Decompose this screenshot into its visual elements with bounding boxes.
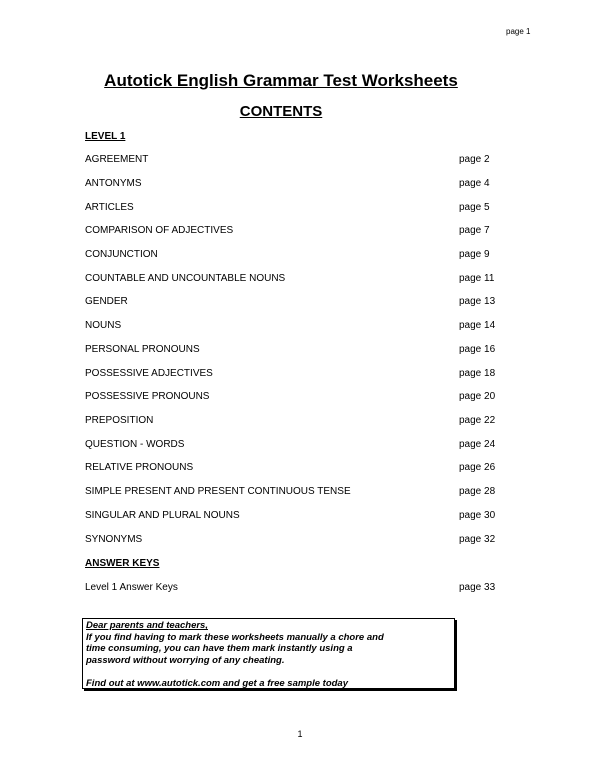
toc-row[interactable] xyxy=(85,249,505,263)
toc-row[interactable] xyxy=(85,439,505,453)
toc-row[interactable] xyxy=(85,344,505,358)
toc-entry-page: page 22 xyxy=(459,415,496,426)
toc-entry-page: page 33 xyxy=(459,582,496,593)
toc-entry-name: AGREEMENT xyxy=(85,154,149,165)
toc-entry-name: SYNONYMS xyxy=(85,534,143,545)
toc-row[interactable] xyxy=(85,202,505,216)
toc-entry-name: PERSONAL PRONOUNS xyxy=(85,344,200,355)
toc-entry-name: Level 1 Answer Keys xyxy=(85,582,178,593)
notice-line: password without worrying of any cheating. xyxy=(86,654,285,666)
toc-entry-page: page 26 xyxy=(459,462,496,473)
toc-entry-name: PREPOSITION xyxy=(85,415,154,426)
toc-entry-name: POSSESSIVE ADJECTIVES xyxy=(85,368,213,379)
contents-heading: CONTENTS xyxy=(239,103,323,120)
toc-entry-page: page 2 xyxy=(459,154,490,165)
toc-entry-name: ANTONYMS xyxy=(85,178,142,189)
notice-line: Find out at www.autotick.com and get a free sample today xyxy=(86,677,348,689)
page-number: 1 xyxy=(297,729,303,739)
toc-row[interactable] xyxy=(85,582,505,596)
page-label: page 1 xyxy=(506,27,531,36)
toc-row[interactable] xyxy=(85,391,505,405)
toc-entry-name: SIMPLE PRESENT AND PRESENT CONTINUOUS TENSE xyxy=(85,486,351,497)
toc-entry-name: CONJUNCTION xyxy=(85,249,158,260)
toc-entry-page: page 13 xyxy=(459,296,496,307)
level-1-heading: LEVEL 1 xyxy=(85,131,126,142)
notice-spacer xyxy=(86,666,451,678)
toc-row[interactable] xyxy=(85,462,505,476)
toc-entry-page: page 14 xyxy=(459,320,496,331)
toc-entry-page: page 20 xyxy=(459,391,496,402)
toc-entry-page: page 18 xyxy=(459,368,496,379)
toc-entry-page: page 32 xyxy=(459,534,496,545)
toc-entry-page: page 24 xyxy=(459,439,496,450)
toc-row[interactable] xyxy=(85,225,505,239)
toc-row[interactable] xyxy=(85,296,505,310)
answer-keys-heading: ANSWER KEYS xyxy=(85,558,160,569)
toc-entry-page: page 5 xyxy=(459,202,490,213)
toc-entry-name: GENDER xyxy=(85,296,128,307)
toc-entry-name: RELATIVE PRONOUNS xyxy=(85,462,194,473)
toc-entry-name: COMPARISON OF ADJECTIVES xyxy=(85,225,234,236)
toc-entry-page: page 28 xyxy=(459,486,496,497)
toc-row[interactable] xyxy=(85,154,505,168)
notice-heading: Dear parents and teachers, xyxy=(86,620,208,631)
toc-entry-page: page 4 xyxy=(459,178,490,189)
toc-row[interactable] xyxy=(85,415,505,429)
toc-entry-name: POSSESSIVE PRONOUNS xyxy=(85,391,210,402)
toc-row[interactable] xyxy=(85,273,505,287)
toc-entry-page: page 9 xyxy=(459,249,490,260)
toc-entry-name: QUESTION - WORDS xyxy=(85,439,185,450)
toc-entry-page: page 7 xyxy=(459,225,490,236)
promo-notice-box xyxy=(82,618,455,689)
toc-entry-name: SINGULAR AND PLURAL NOUNS xyxy=(85,510,240,521)
toc-row[interactable] xyxy=(85,510,505,524)
toc-entry-page: page 30 xyxy=(459,510,496,521)
toc-entry-page: page 16 xyxy=(459,344,496,355)
toc-row[interactable] xyxy=(85,320,505,334)
notice-line: If you find having to mark these worksheets manually a chore and xyxy=(86,631,384,643)
toc-row[interactable] xyxy=(85,368,505,382)
toc-entry-name: NOUNS xyxy=(85,320,122,331)
toc-entry-page: page 11 xyxy=(459,273,495,284)
toc-row[interactable] xyxy=(85,178,505,192)
toc-entry-name: COUNTABLE AND UNCOUNTABLE NOUNS xyxy=(85,273,286,284)
notice-line: time consuming, you can have them mark instantly using a xyxy=(86,643,353,654)
document-title: Autotick English Grammar Test Worksheets xyxy=(104,71,458,90)
toc-row[interactable] xyxy=(85,534,505,548)
toc-entry-name: ARTICLES xyxy=(85,202,134,213)
toc-row[interactable] xyxy=(85,486,505,500)
